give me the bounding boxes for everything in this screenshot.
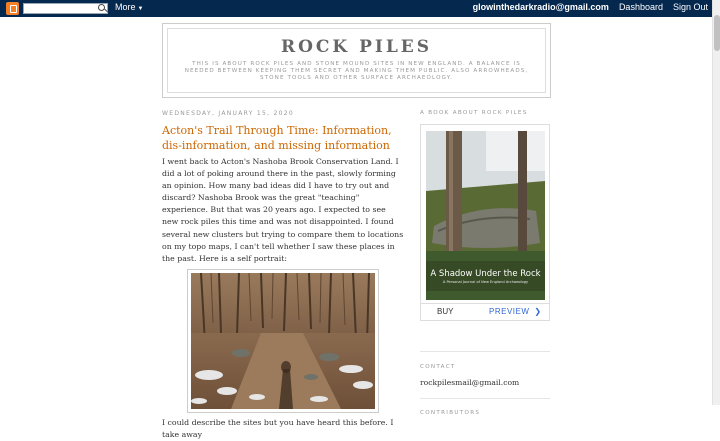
main-column: [162, 110, 404, 441]
search-icon[interactable]: [96, 3, 108, 14]
blog-title[interactable]: ROCK PILES: [280, 37, 433, 57]
more-menu-label: More: [115, 2, 136, 12]
book-title: A Shadow Under the Rock: [430, 269, 541, 279]
post-date-header: WEDNESDAY, JANUARY 15, 2020: [162, 110, 294, 117]
sidebar-divider: [420, 351, 550, 352]
blog-description: THIS IS ABOUT ROCK PILES AND STONE MOUND SITES IN NEW ENGLAND. A BALANCE IS NEEDED BETWEEN KEEPING THEM SECRET AND MAKING THEM PUBLIC. ALSO ARROWHEADS, STONE TOOLS AND OTHER SURFACE ARCHAEOLOGY.: [184, 61, 529, 81]
book-widget: [420, 124, 550, 321]
book-widget-divider: [421, 303, 549, 304]
preview-button[interactable]: [489, 307, 542, 316]
sign-out-link[interactable]: Sign Out: [672, 2, 708, 12]
contact-heading: CONTACT: [420, 364, 456, 370]
sidebar: [420, 110, 550, 416]
post-body-paragraph-2: I could describe the sites but you have heard this before. I take away: [162, 417, 394, 439]
page-scrollbar[interactable]: [712, 0, 720, 405]
scrollbar-thumb[interactable]: [714, 15, 720, 51]
contact-email[interactable]: rockpilesmail@gmail.com: [420, 378, 520, 387]
more-menu-button[interactable]: [115, 2, 143, 12]
sidebar-divider: [420, 398, 550, 399]
preview-label: PREVIEW: [489, 307, 530, 316]
blog-header: [162, 23, 551, 98]
post-body-paragraph: I went back to Acton's Nashoba Brook Conservation Land. I did a lot of poking around there in the past, slowly forming an opinion. How many bad ideas did I have to try out and discard? Nashoba Brook was the great "teaching" experience. But that was 20 years ago. I expected to see new rock piles this time and was not disappointed. I found several new clusters but trying to compare them to locations on my topo maps, I can't tell whether I saw these places in the past. Here is a self portrait:: [162, 157, 404, 263]
account-email-link[interactable]: glowinthedarkradio@gmail.com: [472, 2, 609, 12]
post-photo[interactable]: [187, 269, 379, 413]
dashboard-link[interactable]: Dashboard: [618, 2, 663, 12]
chevron-right-icon: ❯: [534, 307, 542, 316]
blogger-logo-icon[interactable]: [6, 2, 19, 15]
buy-button[interactable]: BUY: [437, 307, 454, 316]
navbar-account-links: [463, 2, 708, 12]
contributors-heading: CONTRIBUTORS: [420, 410, 481, 416]
caret-down-icon: ▼: [137, 6, 144, 12]
book-widget-heading: A BOOK ABOUT ROCK PILES: [420, 110, 528, 116]
book-subtitle: A Personal Journal of New England Archaeology: [442, 280, 529, 284]
post-title-link[interactable]: Acton's Trail Through Time: Information, dis-information, and missing information: [162, 124, 392, 152]
blog-header-inner: [167, 28, 546, 93]
self-portrait-image: [191, 273, 375, 409]
book-cover[interactable]: [426, 131, 545, 300]
blogger-navbar: [0, 0, 712, 17]
